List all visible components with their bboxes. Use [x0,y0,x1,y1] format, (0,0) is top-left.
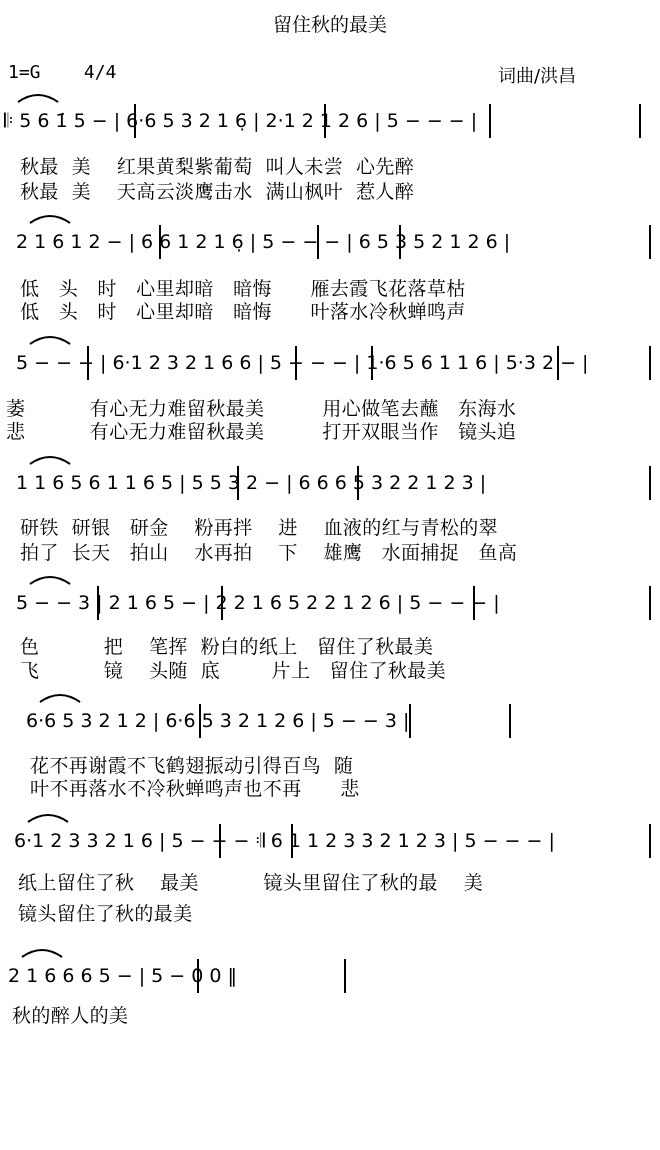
time-signature: 4/4 [83,62,117,83]
lyric-line: 秋的醉人的美 [12,1005,129,1027]
lyricist-composer-credit: 词曲/洪昌 [498,66,577,87]
notation-row [16,457,650,500]
notation-row [16,216,650,259]
slur-arc [30,337,70,344]
slur-arc [40,695,80,702]
lyric-line: 秋最 美 天高云淡鹰击水 满山枫叶 惹人醉 [20,181,415,203]
slur-arc [30,577,70,584]
notation-text: 5 − − 3 | 2 1 6 5 − | 2 2 1 6 5 2 2 1 2 6 | 5 − − − | [16,592,500,614]
slur-arc [22,950,62,957]
lyric-line: 镜头留住了秋的最美 [18,903,193,925]
notation-text: 5 − − − | 6·1 2 3 2 1 6 6 | 5 − − − | 1·6 5 6 1 1 6 | 5·3 2 − | [16,352,589,374]
lyric-line: 纸上留住了秋 最美 镜头里留住了秋的最 美 [18,872,484,894]
lyric-line: 萎 有心无力难留秋最美 用心做笔去蘸 东海水 [6,398,517,420]
lyric-line: 悲 有心无力难留秋最美 打开双眼当作 镜头追 [6,421,517,443]
notation-text: 6·1 2 3 3 2 1 6 | 5 − − − 𝄇 6 1 1 2 3 3 2 1 2 3 | 5 − − − | [14,830,555,852]
notation-row [26,695,510,738]
lyric-line: 低 头 时 心里却暗 暗悔 叶落水冷秋蝉鸣声 [20,301,466,323]
slur-arc [28,815,68,822]
lyric-line: 研铁 研银 研金 粉再拌 进 血液的红与青松的翠 [20,517,499,539]
notation-text: 1 1 6 5 6 1 1 6 5 | 5 5 3 2 − | 6 6 6 5 3 2 2 1 2 3 | [16,472,487,494]
slur-arc [30,216,70,223]
lyric-line: 色 把 笔挥 粉白的纸上 留住了秋最美 [20,636,434,658]
slur-arc [18,95,58,102]
lyric-line: 低 头 时 心里却暗 暗悔 雁去霞飞花落草枯 [20,278,466,300]
notation-text: 2 1 6 1 2 − | 6 6 1 2 1 6̣ | 5 − − − | 6 5 3 5 2 1 2 6 | [16,231,511,253]
lyric-line: 叶不再落水不冷秋蝉鸣声也不再 悲 [30,778,360,800]
slur-arc [30,457,70,464]
key-signature: 1=G [8,62,41,83]
notation-text: 6·6 5 3 2 1 2 | 6·6 5 3 2 1 2 6 | 5 − − 3 | [26,710,410,732]
lyric-line: 拍了 长天 拍山 水再拍 下 雄鹰 水面捕捉 鱼高 [20,542,518,564]
notation-text: 2 1 6 6 6 5 − | 5 − 0 0 ‖ [8,965,238,987]
notation-row [14,815,650,858]
notation-text: 𝄆 5 6 1̇ 5 − | 6·6 5 3 2 1 6̣ | 2·1 2 1 2 6 | 5 − − − | [4,110,478,132]
lyric-line: 秋最 美 红果黄梨紫葡萄 叫人未尝 心先醉 [20,156,415,178]
notation-row [4,95,640,138]
lyric-line: 花不再谢霞不飞鹤翅振动引得百鸟 随 [30,755,354,777]
score-title: 留住秋的最美 [272,14,387,36]
notation-row [16,577,650,620]
lyric-line: 飞 镜 头随 底 片上 留住了秋最美 [20,660,447,682]
notation-row [8,950,345,993]
notation-row [16,337,650,380]
